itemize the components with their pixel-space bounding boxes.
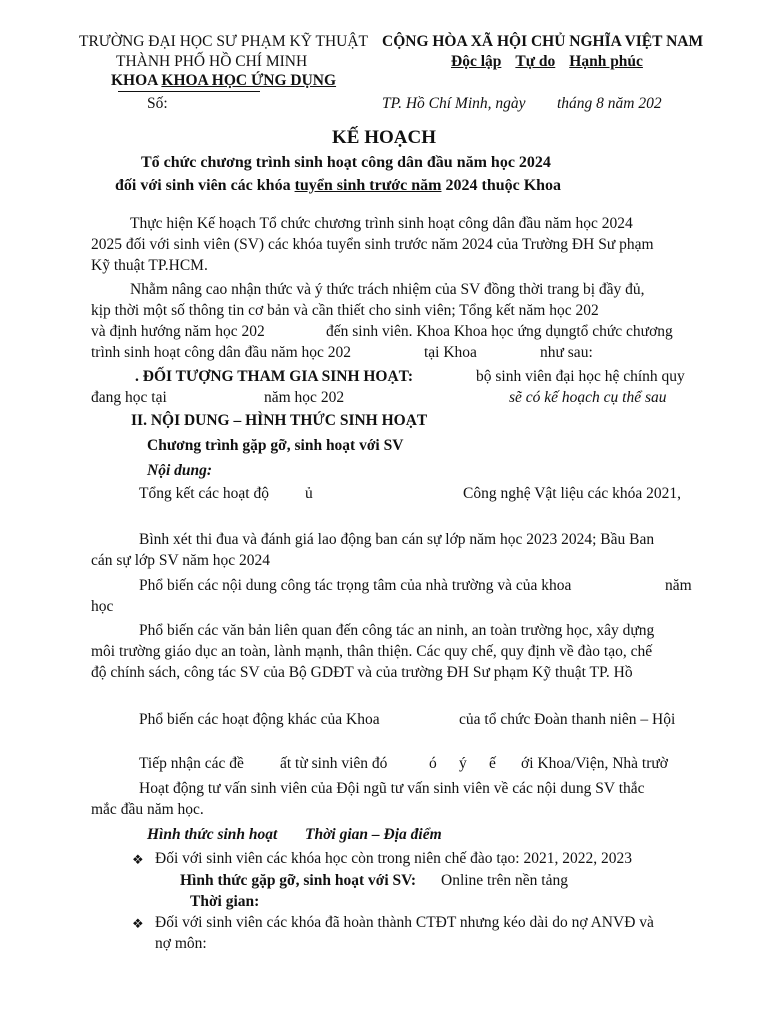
diamond-bullet-icon: ❖ xyxy=(132,852,144,867)
header-left-rule xyxy=(118,91,260,92)
subtitle-2-part-b: tuyển sinh trước năm xyxy=(294,177,442,194)
bullet-1-text: Đối với sinh viên các khóa học còn trong niên chế đào tạo: 2021, 2022, 2023 xyxy=(155,850,632,867)
paragraph-2-line-3-b: đến sinh viên. Khoa Khoa học ứng dụngtổ chức chương xyxy=(326,323,673,340)
content-6-f: ới Khoa/Viện, Nhà trườ xyxy=(521,755,668,772)
time-place-label: Thời gian – Địa điểm xyxy=(305,826,442,843)
motto-happiness: Hạnh phúc xyxy=(569,53,643,70)
faculty-prefix: KHOA xyxy=(111,72,158,89)
content-6-c: ó xyxy=(429,755,437,772)
paragraph-2-line-4-a: trình sinh hoạt công dân đầu năm học 202 xyxy=(91,344,352,361)
paragraph-2-line-4-c: như sau: xyxy=(540,344,593,361)
section-1-line-2-b: năm học 202 xyxy=(264,389,345,406)
content-6-a: Tiếp nhận các đề xyxy=(139,755,244,772)
content-2-line-2: cán sự lớp SV năm học 2024 xyxy=(91,552,271,569)
republic-name: CỘNG HÒA XÃ HỘI CHỦ NGHĨA VIỆT NAM xyxy=(382,33,704,50)
content-1-b: ủ xyxy=(305,485,313,502)
faculty-title: KHOA HỌC ỨNG DỤNG xyxy=(161,72,337,89)
paragraph-2-line-4-b: tại Khoa xyxy=(424,344,477,361)
form-label: Hình thức sinh hoạt xyxy=(147,826,278,843)
paragraph-1-line-3: Kỹ thuật TP.HCM. xyxy=(91,257,208,274)
date-place: TP. Hồ Chí Minh, ngày xyxy=(382,95,526,112)
content-3-a: Phổ biến các nội dung công tác trọng tâm của nhà trường và của khoa xyxy=(139,577,572,594)
motto-independence: Độc lập xyxy=(451,53,502,70)
content-2-line-1: Bình xét thi đua và đánh giá lao động ban cán sự lớp năm học 2023 2024; Bầu Ban xyxy=(139,531,655,548)
subtitle-2-part-a: đối với sinh viên các khóa xyxy=(115,177,291,194)
document-title: KẾ HOẠCH xyxy=(332,127,436,148)
paragraph-2-line-3-a: và định hướng năm học 202 xyxy=(91,323,265,340)
city-name: THÀNH PHỐ HỒ CHÍ MINH xyxy=(116,53,308,70)
diamond-bullet-icon: ❖ xyxy=(132,916,144,931)
date-rest: tháng 8 năm 202 xyxy=(557,95,662,112)
content-7-line-2: mắc đầu năm học. xyxy=(91,801,204,818)
section-1-line-2-a: đang học tại xyxy=(91,389,167,406)
subtitle-2-part-c: 2024 thuộc Khoa xyxy=(445,177,562,194)
section-1-line-2-c: sẽ có kế hoạch cụ thể sau xyxy=(509,389,667,406)
paragraph-1-line-1: Thực hiện Kế hoạch Tổ chức chương trình sinh hoạt công dân đầu năm học 2024 xyxy=(130,215,633,232)
school-name: TRƯỜNG ĐẠI HỌC SƯ PHẠM KỸ THUẬT xyxy=(79,33,368,50)
document-subtitle-2 xyxy=(115,176,561,196)
paragraph-1-line-2: 2025 đối với sinh viên (SV) các khóa tuyển sinh trước năm 2024 của Trường ĐH Sư phạm xyxy=(91,236,654,253)
section-2-subheading: Chương trình gặp gỡ, sinh hoạt với SV xyxy=(147,437,404,454)
content-4-line-1: Phổ biến các văn bản liên quan đến công tác an ninh, an toàn trường học, xây dựng xyxy=(139,622,655,639)
content-3-line-2: học xyxy=(91,598,114,615)
content-5-b: của tổ chức Đoàn thanh niên – Hội xyxy=(459,711,676,728)
bullet-1-form-text: Online trên nền tảng xyxy=(441,872,568,889)
content-label: Nội dung: xyxy=(147,462,213,479)
paragraph-2-line-1: Nhằm nâng cao nhận thức và ý thức trách nhiệm của SV đồng thời trang bị đầy đủ, xyxy=(130,281,645,298)
bullet-1-time-label: Thời gian: xyxy=(190,893,260,910)
bullet-1-form-label: Hình thức gặp gỡ, sinh hoạt với SV: xyxy=(180,872,417,889)
content-4-line-2: môi trường giáo dục an toàn, lành mạnh, thân thiện. Các quy chế, quy định về đào tạo, chế xyxy=(91,643,653,660)
motto-freedom: Tự do xyxy=(515,53,556,70)
national-motto xyxy=(451,52,643,72)
content-3-b: năm xyxy=(665,577,692,594)
content-7-line-1: Hoạt động tư vấn sinh viên của Đội ngũ tư vấn sinh viên về các nội dung SV thắc xyxy=(139,780,645,797)
section-2-heading: II. NỘI DUNG – HÌNH THỨC SINH HOẠT xyxy=(131,412,428,429)
content-1-c: Công nghệ Vật liệu các khóa 2021, xyxy=(463,485,681,502)
content-6-b: ất từ sinh viên đó xyxy=(280,755,388,772)
faculty-name xyxy=(111,71,336,91)
content-6-d: ý xyxy=(459,755,467,772)
content-6-e: ế xyxy=(489,755,496,772)
bullet-2-line-2: nợ môn: xyxy=(155,935,207,952)
content-4-line-3: độ chính sách, công tác SV của Bộ GDĐT và của trường ĐH Sư phạm Kỹ thuật TP. Hồ xyxy=(91,664,633,681)
paragraph-2-line-2: kịp thời một số thông tin cơ bản và cần thiết cho sinh viên; Tổng kết năm học 202 xyxy=(91,302,599,319)
document-number-label: Số: xyxy=(147,95,168,112)
section-1-heading: . ĐỐI TƯỢNG THAM GIA SINH HOẠT: xyxy=(135,368,414,385)
bullet-2-line-1: Đối với sinh viên các khóa đã hoàn thành CTĐT nhưng kéo dài do nợ ANVĐ và xyxy=(155,914,654,931)
content-5-a: Phổ biến các hoạt động khác của Khoa xyxy=(139,711,380,728)
document-subtitle-1: Tổ chức chương trình sinh hoạt công dân đầu năm học 2024 xyxy=(141,154,551,171)
section-1-text: bộ sinh viên đại học hệ chính quy xyxy=(476,368,685,385)
content-1-a: Tổng kết các hoạt độ xyxy=(139,485,269,502)
